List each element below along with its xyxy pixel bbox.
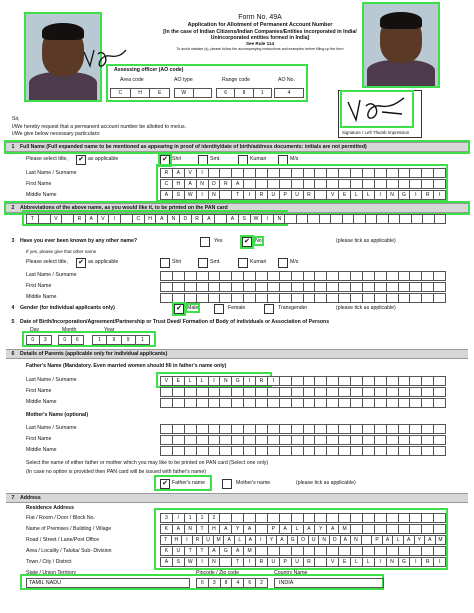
s1-last-name-field[interactable]: R A V I	[160, 168, 446, 178]
s3-first-name-label: First Name	[26, 283, 52, 289]
s7-area-field[interactable]: K U T T A G A M	[160, 546, 446, 556]
s3-as-applicable-checkbox[interactable]: ✔	[76, 258, 86, 268]
s3-no-label: No	[255, 238, 262, 244]
s5-day-label: Day	[30, 327, 40, 333]
s1-middle-name-label: Middle Name	[26, 192, 57, 198]
s7-country-label: Country Name	[274, 570, 308, 576]
ao-header-no: AO No.	[278, 77, 296, 83]
s3-select-title: Please select title,	[26, 259, 68, 265]
s6-father-first-field[interactable]	[160, 387, 446, 397]
s1-last-name-label: Last Name / Surname	[26, 170, 77, 176]
s6-mothers-name-label: Mother's name	[236, 480, 271, 486]
s7-road-label: Road / Street / Lane/Post Office	[26, 537, 100, 543]
s7-pincode-field[interactable]: 6 3 8 4 6 2	[196, 578, 268, 588]
ao-code-block	[108, 66, 306, 100]
s4-female-label: Female	[228, 305, 246, 311]
s6-select-text-2: (In case no option is provided then PAN card will be issued with father's name)	[26, 469, 206, 475]
s1-smt-checkbox[interactable]	[198, 155, 208, 165]
s1-kumari-label: Kumari	[250, 156, 267, 162]
s7-state-label: State / Union Territory	[26, 570, 77, 576]
section-1-header: 1 Full Name (Full expanded name to be mentioned as appearing in proof of identity/date of birth/address documents: initials are not permitted)	[6, 142, 468, 152]
s7-town-field[interactable]: A S W I N T I R U P U R V E L L I N G I R I	[160, 557, 446, 567]
s5-year-field[interactable]: 1 9 9 1	[92, 335, 150, 345]
s7-flat-field[interactable]: 3 / 1 1 2	[160, 513, 446, 523]
s1-first-name-label: First Name	[26, 181, 52, 187]
s7-pincode-label: Pincode / Zip code	[196, 570, 239, 576]
s4-transgender-checkbox[interactable]	[264, 304, 274, 314]
intro-sir: Sir,	[12, 116, 20, 122]
form-number: Form No. 49A	[238, 14, 282, 21]
s6-mothers-name-checkbox[interactable]	[222, 479, 232, 489]
s3-middle-name-field[interactable]	[160, 293, 446, 303]
ao-code-title: Assessing officer (AO code)	[114, 67, 184, 73]
s1-as-applicable-checkbox[interactable]: ✔	[76, 155, 86, 165]
s6-select-text-1: Select the name of either father or mother which you may like to be printed on PAN card (Select one only)	[26, 460, 269, 466]
s6-father-first-label: First Name	[26, 388, 52, 394]
section-7-header: 7 Address	[6, 493, 468, 503]
ao-type[interactable]: W	[174, 88, 212, 98]
s3-kumari-checkbox[interactable]	[238, 258, 248, 268]
s3-smt-label: Smt.	[210, 259, 221, 265]
s3-last-name-label: Last Name / Surname	[26, 272, 77, 278]
s1-ms-label: M/s	[290, 156, 299, 162]
s4-tick-note: (please tick as applicable)	[336, 305, 396, 311]
s5-month-field[interactable]: 0 6	[58, 335, 84, 345]
s1-smt-label: Smt.	[210, 156, 221, 162]
s6-mother-last-label: Last Name / Surname	[26, 425, 77, 431]
form-note: To avoid mistake (s), please follow the accompanying instructions and examples before filling up the form	[176, 46, 344, 51]
s5-month-label: Month	[62, 327, 77, 333]
s1-middle-name-field[interactable]: A S W I N T I R U P U R V E L L I N G I R I	[160, 190, 446, 200]
s3-middle-name-label: Middle Name	[26, 294, 57, 300]
s6-mother-title: Mother's Name (optional)	[26, 412, 89, 418]
s3-smt-checkbox[interactable]	[198, 258, 208, 268]
s6-father-last-field[interactable]: V E L L I N G I R I	[160, 376, 446, 386]
s3-yes-checkbox[interactable]	[200, 237, 210, 247]
section-2-header: 2 Abbreviations of the above name, as you would like it, to be printed on the PAN card	[6, 203, 468, 213]
s3-ms-label: M/s	[290, 259, 299, 265]
intro-line-1: I/We hereby request that a permanent account number be allotted to me/us.	[12, 124, 187, 130]
s6-father-middle-label: Middle Name	[26, 399, 57, 405]
s7-road-field[interactable]: T H I R U M A L A I Y A G O U N D A N P A L A Y A M	[160, 535, 446, 545]
ao-number[interactable]: 4	[274, 88, 304, 98]
s1-ms-checkbox[interactable]	[278, 155, 288, 165]
ao-header-area: Area code	[120, 77, 144, 83]
section-6-header: 6 Details of Parents (applicable only for individual applicants)	[6, 349, 468, 359]
s3-kumari-label: Kumari	[250, 259, 267, 265]
s6-mother-middle-field[interactable]	[160, 446, 446, 456]
section-4-header: 4 Gender (for individual applicants only)	[6, 304, 468, 312]
s4-transgender-label: Transgender	[278, 305, 308, 311]
s6-mother-first-label: First Name	[26, 436, 52, 442]
s7-premises-field[interactable]: K A N T H A Y A P A L A Y A M	[160, 524, 446, 534]
s6-tick-note: (please tick as applicable)	[296, 480, 356, 486]
form-subtitle-2: Unincorporated entities formed in India]	[210, 35, 310, 42]
s1-first-name-field[interactable]: C H A N D R A	[160, 179, 446, 189]
s2-abbreviation-field[interactable]: T V R A V I C H A N D R A A S W I N	[26, 214, 286, 224]
s3-tick-note: (please tick as applicable)	[336, 238, 396, 244]
s3-no-checkbox[interactable]: ✔	[242, 237, 252, 247]
s6-mother-middle-label: Middle Name	[26, 447, 57, 453]
s4-male-label: Male	[187, 305, 199, 311]
s3-shri-checkbox[interactable]	[160, 258, 170, 268]
s7-state-field[interactable]: TAMIL NADU	[26, 578, 190, 588]
s6-fathers-name-label: Father's name	[172, 480, 205, 486]
s3-yes-label: Yes	[214, 238, 223, 244]
form-title: Application for Allotment of Permanent Account Number	[187, 22, 333, 29]
section-3-header: 3 Have you ever been known by any other name?	[6, 237, 468, 245]
s6-father-last-label: Last Name / Surname	[26, 377, 77, 383]
s7-premises-label: Name of Premises / Building / Village	[26, 526, 112, 532]
s3-ms-checkbox[interactable]	[278, 258, 288, 268]
s4-female-checkbox[interactable]	[214, 304, 224, 314]
s3-first-name-field[interactable]	[160, 282, 446, 292]
intro-line-2: I/We give below necessary particulars:	[12, 131, 101, 137]
s6-father-title: Father's Name (Mandatory. Even married women should fill in father's name only)	[26, 363, 227, 369]
signature	[342, 92, 412, 126]
s7-town-label: Town / City / District	[26, 559, 72, 565]
s7-area-label: Area / Locality / Taluka/ Sub- Division	[26, 548, 112, 554]
ao-area-code[interactable]: C H E	[110, 88, 170, 98]
ao-header-type: AO type	[174, 77, 193, 83]
s7-residence-label: Residence Address	[26, 505, 74, 511]
ao-header-range: Range code	[222, 77, 250, 83]
s6-mother-first-field[interactable]	[160, 435, 446, 445]
ao-range-code[interactable]: 6 8 1	[216, 88, 272, 98]
s7-flat-label: Flat / Room / Door / Block No.	[26, 515, 95, 521]
s1-select-title: Please select title,	[26, 156, 68, 162]
signature-caption: Signature / Left Thumb Impression	[342, 130, 410, 135]
s3-last-name-field[interactable]	[160, 271, 446, 281]
s3-as-applicable: as applicable	[88, 259, 119, 265]
s1-kumari-checkbox[interactable]	[238, 155, 248, 165]
s5-day-field[interactable]: 0 3	[26, 335, 52, 345]
s4-male-checkbox[interactable]: ✔	[174, 304, 184, 314]
s1-shri-checkbox[interactable]: ✔	[160, 155, 170, 165]
s6-fathers-name-checkbox[interactable]: ✔	[160, 479, 170, 489]
s7-country-field[interactable]: INDIA	[274, 578, 384, 588]
right-applicant-photo	[364, 4, 438, 86]
s5-year-label: Year	[104, 327, 115, 333]
s1-as-applicable: as applicable	[88, 156, 119, 162]
form-subtitle-1: [In the case of Indian Citizens/Indian Companies/Entities incorporated in India/	[163, 28, 357, 35]
form-rule: See Rule 114	[245, 41, 275, 47]
s6-mother-last-field[interactable]	[160, 424, 446, 434]
s3-if-yes: If yes, please give that other name	[26, 249, 97, 254]
section-5-header: 5 Date of Birth/Incorporation/Agreement/Partnership or Trust Deed/ Formation of Body of individuals or Association of Persons	[6, 318, 468, 326]
s3-shri-label: Shri	[172, 259, 182, 265]
s1-shri-label: Shri	[172, 156, 182, 162]
s2-abbreviation-field-cont[interactable]	[284, 214, 446, 224]
s6-father-middle-field[interactable]	[160, 398, 446, 408]
